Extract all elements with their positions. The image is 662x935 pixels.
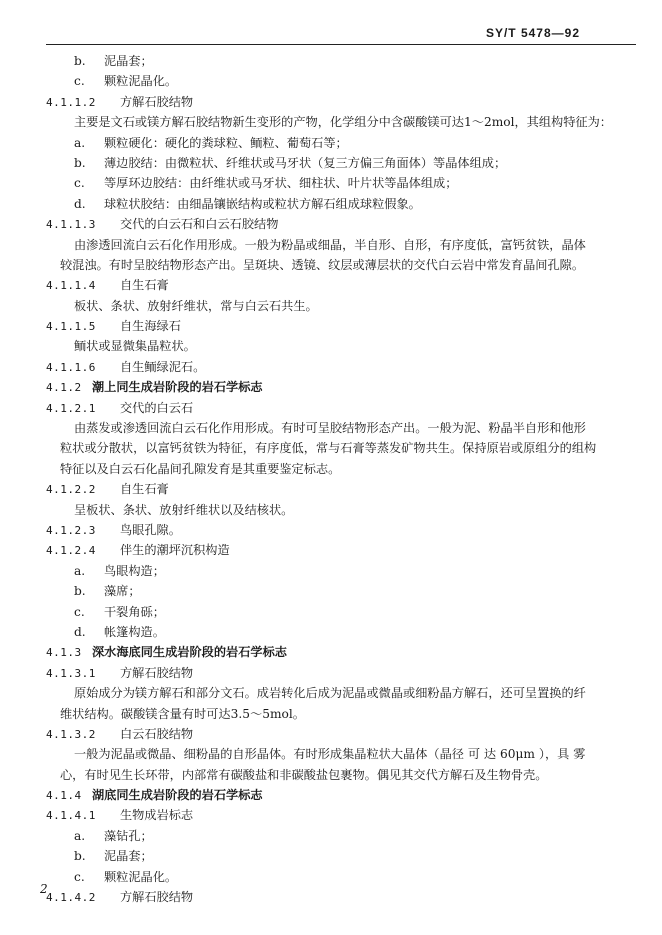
section-heading xyxy=(0,275,662,295)
list-item xyxy=(0,581,662,601)
list-item xyxy=(0,867,662,887)
paragraph-line: 由渗透回流白云石化作用形成。一般为粉晶或细晶，半自形、自形，有序度低，富钙贫铁，晶体 xyxy=(74,237,586,252)
section-title: 交代的白云石和白云石胶结物 xyxy=(120,217,279,232)
paragraph-line: 心，有时见生长环带，内部常有碳酸盐和非碳酸盐包裹物。偶见其交代方解石及生物骨壳。 xyxy=(60,767,548,782)
list-marker: d. xyxy=(74,196,86,211)
section-number: 4.1.3.1 xyxy=(46,666,96,680)
list-item-text: 干裂角砾； xyxy=(104,604,165,619)
page-number: 2 xyxy=(40,882,48,896)
section-heading xyxy=(0,540,662,560)
section-title: 交代的白云石 xyxy=(120,400,194,415)
section-heading xyxy=(0,316,662,336)
list-item-text: 等厚环边胶结：由纤维状或马牙状、细柱状、叶片状等晶体组成； xyxy=(104,176,458,191)
list-item xyxy=(0,153,662,173)
list-item-text: 颗粒硬化：硬化的粪球粒、鲕粒、葡萄石等； xyxy=(104,135,348,150)
section-title: 白云石胶结物 xyxy=(120,726,194,741)
list-marker: b. xyxy=(74,849,86,864)
section-number: 4.1.4.2 xyxy=(46,891,96,905)
list-marker: a. xyxy=(74,135,86,150)
paragraph-line: 板状、条状、放射纤维状，常与白云石共生。 xyxy=(74,298,318,313)
section-heading xyxy=(0,724,662,744)
list-marker: c. xyxy=(74,176,85,191)
section-title: 鸟眼孔隙。 xyxy=(120,522,181,537)
list-item-text: 薄边胶结：由微粒状、纤维状或马牙状（复三方偏三角面体）等晶体组成； xyxy=(104,155,507,170)
section-heading xyxy=(0,642,662,662)
section-title: 方解石胶结物 xyxy=(120,665,194,680)
paragraph-line: 维状结构。碳酸镁含量有时可达3.5～5mol。 xyxy=(60,706,305,721)
list-item xyxy=(0,71,662,91)
list-item-text: 藻钻孔； xyxy=(104,828,153,843)
list-item-text: 帐篷构造。 xyxy=(104,624,165,639)
list-item xyxy=(0,133,662,153)
section-heading xyxy=(0,357,662,377)
section-heading xyxy=(0,398,662,418)
section-number: 4.1.2.2 xyxy=(46,483,96,497)
section-number: 4.1.1.6 xyxy=(46,360,96,374)
section-heading xyxy=(0,92,662,112)
standard-code: SY/T 5478—92 xyxy=(485,26,580,40)
list-item-text: 颗粒泥晶化。 xyxy=(104,869,178,884)
paragraph-line: 由蒸发或渗透回流白云石化作用形成。有时可呈胶结物形态产出。一般为泥、粉晶半自形和他形 xyxy=(74,421,586,436)
section-title: 自生海绿石 xyxy=(120,319,181,334)
list-item-text: 鸟眼构造； xyxy=(104,563,165,578)
section-number: 4.1.2.4 xyxy=(46,544,96,558)
list-item xyxy=(0,51,662,71)
list-item-text: 藻席； xyxy=(104,584,141,599)
section-number: 4.1.2.1 xyxy=(46,401,96,415)
list-marker: a. xyxy=(74,563,86,578)
header-rule xyxy=(46,44,636,45)
list-item-text: 颗粒泥晶化。 xyxy=(104,74,178,89)
section-title: 潮上同生成岩阶段的岩石学标志 xyxy=(92,380,263,395)
paragraph-line: 主要是文石或镁方解石胶结物新生变形的产物，化学组分中含碳酸镁可达1～2mol，其组构特征为： xyxy=(74,115,612,130)
section-number: 4.1.3.2 xyxy=(46,727,96,741)
section-heading xyxy=(0,214,662,234)
paragraph-line: 粒状或分散状，以富钙贫铁为特征，有序度低，常与石膏等蒸发矿物共生。保持原岩或原组分的组构 xyxy=(60,441,597,456)
list-marker: b. xyxy=(74,584,86,599)
list-marker: c. xyxy=(74,869,85,884)
section-title: 自生鲕绿泥石。 xyxy=(120,359,206,374)
list-item xyxy=(0,602,662,622)
paragraph-line: 特征以及白云石化晶间孔隙发育是其重要鉴定标志。 xyxy=(60,461,341,476)
section-number: 4.1.1.2 xyxy=(46,95,96,109)
section-number: 4.1.4 xyxy=(46,789,82,803)
section-number: 4.1.1.5 xyxy=(46,320,96,334)
section-number: 4.1.1.4 xyxy=(46,279,96,293)
list-item-text: 泥晶套； xyxy=(104,54,153,68)
section-title: 伴生的潮坪沉积构造 xyxy=(120,543,230,558)
list-marker: c. xyxy=(74,604,85,619)
section-title: 方解石胶结物 xyxy=(120,94,194,109)
list-item xyxy=(0,194,662,214)
section-heading xyxy=(0,785,662,805)
list-item-text: 球粒状胶结：由细晶镶嵌结构或粒状方解石组成球粒假象。 xyxy=(104,196,421,211)
list-marker: b. xyxy=(74,54,86,68)
list-item xyxy=(0,826,662,846)
section-number: 4.1.1.3 xyxy=(46,218,96,232)
section-title: 自生石膏 xyxy=(120,278,169,293)
section-number: 4.1.2 xyxy=(46,381,82,395)
list-item-text: 泥晶套； xyxy=(104,849,153,864)
list-item xyxy=(0,622,662,642)
section-heading xyxy=(0,663,662,683)
list-item xyxy=(0,561,662,581)
section-title: 自生石膏 xyxy=(120,482,169,497)
paragraph-line: 鲕状或显微集晶粒状。 xyxy=(74,339,196,354)
section-number: 4.1.2.3 xyxy=(46,523,96,537)
section-title: 方解石胶结物 xyxy=(120,890,194,905)
section-heading xyxy=(0,479,662,499)
section-title: 湖底同生成岩阶段的岩石学标志 xyxy=(92,788,263,803)
list-marker: d. xyxy=(74,624,86,639)
section-heading xyxy=(0,377,662,397)
list-item xyxy=(0,173,662,193)
paragraph-line: 较混浊。有时呈胶结物形态产出。呈斑块、透镜、纹层或薄层状的交代白云岩中常发育晶间孔隙。 xyxy=(60,257,585,272)
paragraph-line: 一般为泥晶或微晶、细粉晶的自形晶体。有时形成集晶粒状大晶体（晶径 可 达 60μm ），具 雾 xyxy=(74,747,586,762)
list-marker: a. xyxy=(74,828,86,843)
list-marker: b. xyxy=(74,155,86,170)
section-number: 4.1.4.1 xyxy=(46,809,96,823)
paragraph-line: 呈板状、条状、放射纤维状以及结核状。 xyxy=(74,502,294,517)
document-body xyxy=(0,51,662,907)
list-marker: c. xyxy=(74,74,85,89)
section-title: 生物成岩标志 xyxy=(120,808,194,823)
section-title: 深水海底同生成岩阶段的岩石学标志 xyxy=(92,645,287,660)
section-heading xyxy=(0,520,662,540)
paragraph-line: 原始成分为镁方解石和部分文石。成岩转化后成为泥晶或微晶或细粉晶方解石，还可呈置换的纤 xyxy=(74,686,586,701)
section-number: 4.1.3 xyxy=(46,646,82,660)
section-heading xyxy=(0,805,662,825)
section-heading xyxy=(0,887,662,907)
list-item xyxy=(0,846,662,866)
